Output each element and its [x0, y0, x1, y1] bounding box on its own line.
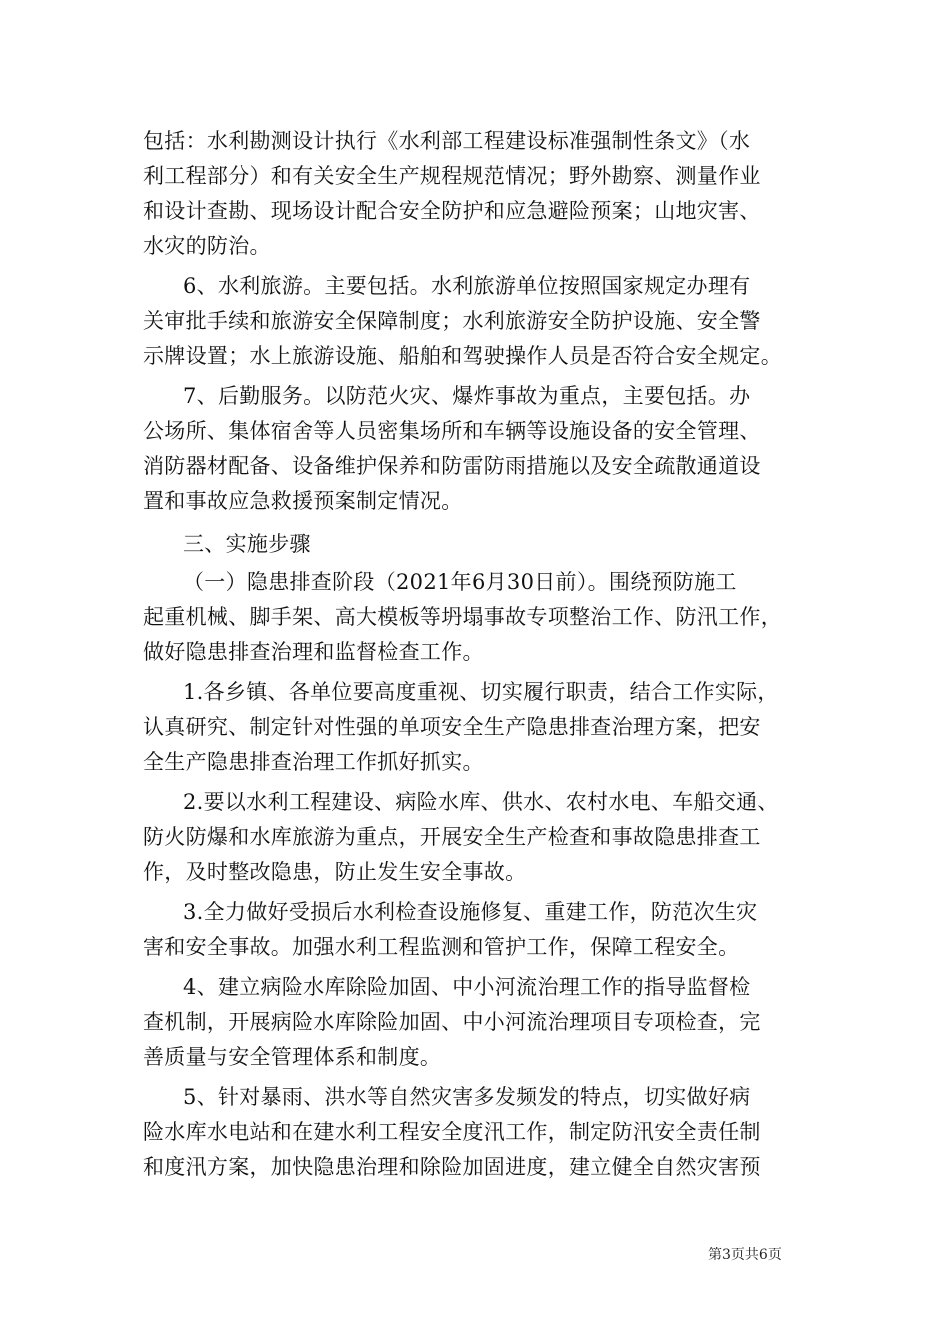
- text-line: 做好隐患排查治理和监督检查工作。: [143, 640, 484, 664]
- section-heading: 三、实施步骤: [183, 532, 311, 556]
- text-line: （一）隐患排查阶段（2021年6月30日前）。围绕预防施工: [183, 570, 737, 594]
- text-line: 1.各乡镇、各单位要高度重视、切实履行职责，结合工作实际，: [183, 680, 779, 704]
- text-line: 和度汛方案，加快隐患治理和除险加固进度，建立健全自然灾害预: [143, 1155, 761, 1179]
- text-line: 4、建立病险水库除险加固、中小河流治理工作的指导监督检: [183, 975, 751, 999]
- text-line: 置和事故应急救援预案制定情况。: [143, 489, 463, 513]
- text-line: 防火防爆和水库旅游为重点，开展安全生产检查和事故隐患排查工: [143, 825, 761, 849]
- page-number: 第3页共6页: [708, 1247, 782, 1263]
- text-line: 包括：水利勘测设计执行《水利部工程建设标准强制性条文》（水: [143, 129, 751, 153]
- text-line: 害和安全事故。加强水利工程监测和管护工作，保障工程安全。: [143, 935, 740, 959]
- text-line: 和设计查勘、现场设计配合安全防护和应急避险预案；山地灾害、: [143, 199, 761, 223]
- text-line: 关审批手续和旅游安全保障制度；水利旅游安全防护设施、安全警: [143, 309, 761, 333]
- text-line: 3.全力做好受损后水利检查设施修复、重建工作，防范次生灾: [183, 900, 758, 924]
- text-line: 5、针对暴雨、洪水等自然灾害多发频发的特点，切实做好病: [183, 1085, 751, 1109]
- text-line: 查机制，开展病险水库除险加固、中小河流治理项目专项检查，完: [143, 1010, 761, 1034]
- text-line: 2.要以水利工程建设、病险水库、供水、农村水电、车船交通、: [183, 790, 779, 814]
- text-line: 消防器材配备、设备维护保养和防雷防雨措施以及安全疏散通道设: [143, 454, 761, 478]
- text-line: 起重机械、脚手架、高大模板等坍塌事故专项整治工作、防汛工作，: [143, 605, 782, 629]
- text-line: 利工程部分）和有关安全生产规程规范情况；野外勘察、测量作业: [143, 164, 761, 188]
- text-line: 示牌设置；水上旅游设施、船舶和驾驶操作人员是否符合安全规定。: [143, 344, 782, 368]
- text-line: 7、后勤服务。以防范火灾、爆炸事故为重点，主要包括。办: [183, 384, 751, 408]
- text-line: 险水库水电站和在建水利工程安全度汛工作，制定防汛安全责任制: [143, 1120, 761, 1144]
- text-line: 善质量与安全管理体系和制度。: [143, 1045, 442, 1069]
- text-line: 水灾的防治。: [143, 234, 271, 258]
- text-line: 公场所、集体宿舍等人员密集场所和车辆等设施设备的安全管理、: [143, 419, 761, 443]
- text-line: 认真研究、制定针对性强的单项安全生产隐患排查治理方案，把安: [143, 715, 761, 739]
- text-line: 6、水利旅游。主要包括。水利旅游单位按照国家规定办理有: [183, 274, 751, 298]
- text-line: 全生产隐患排查治理工作抓好抓实。: [143, 750, 484, 774]
- text-line: 作，及时整改隐患，防止发生安全事故。: [143, 860, 527, 884]
